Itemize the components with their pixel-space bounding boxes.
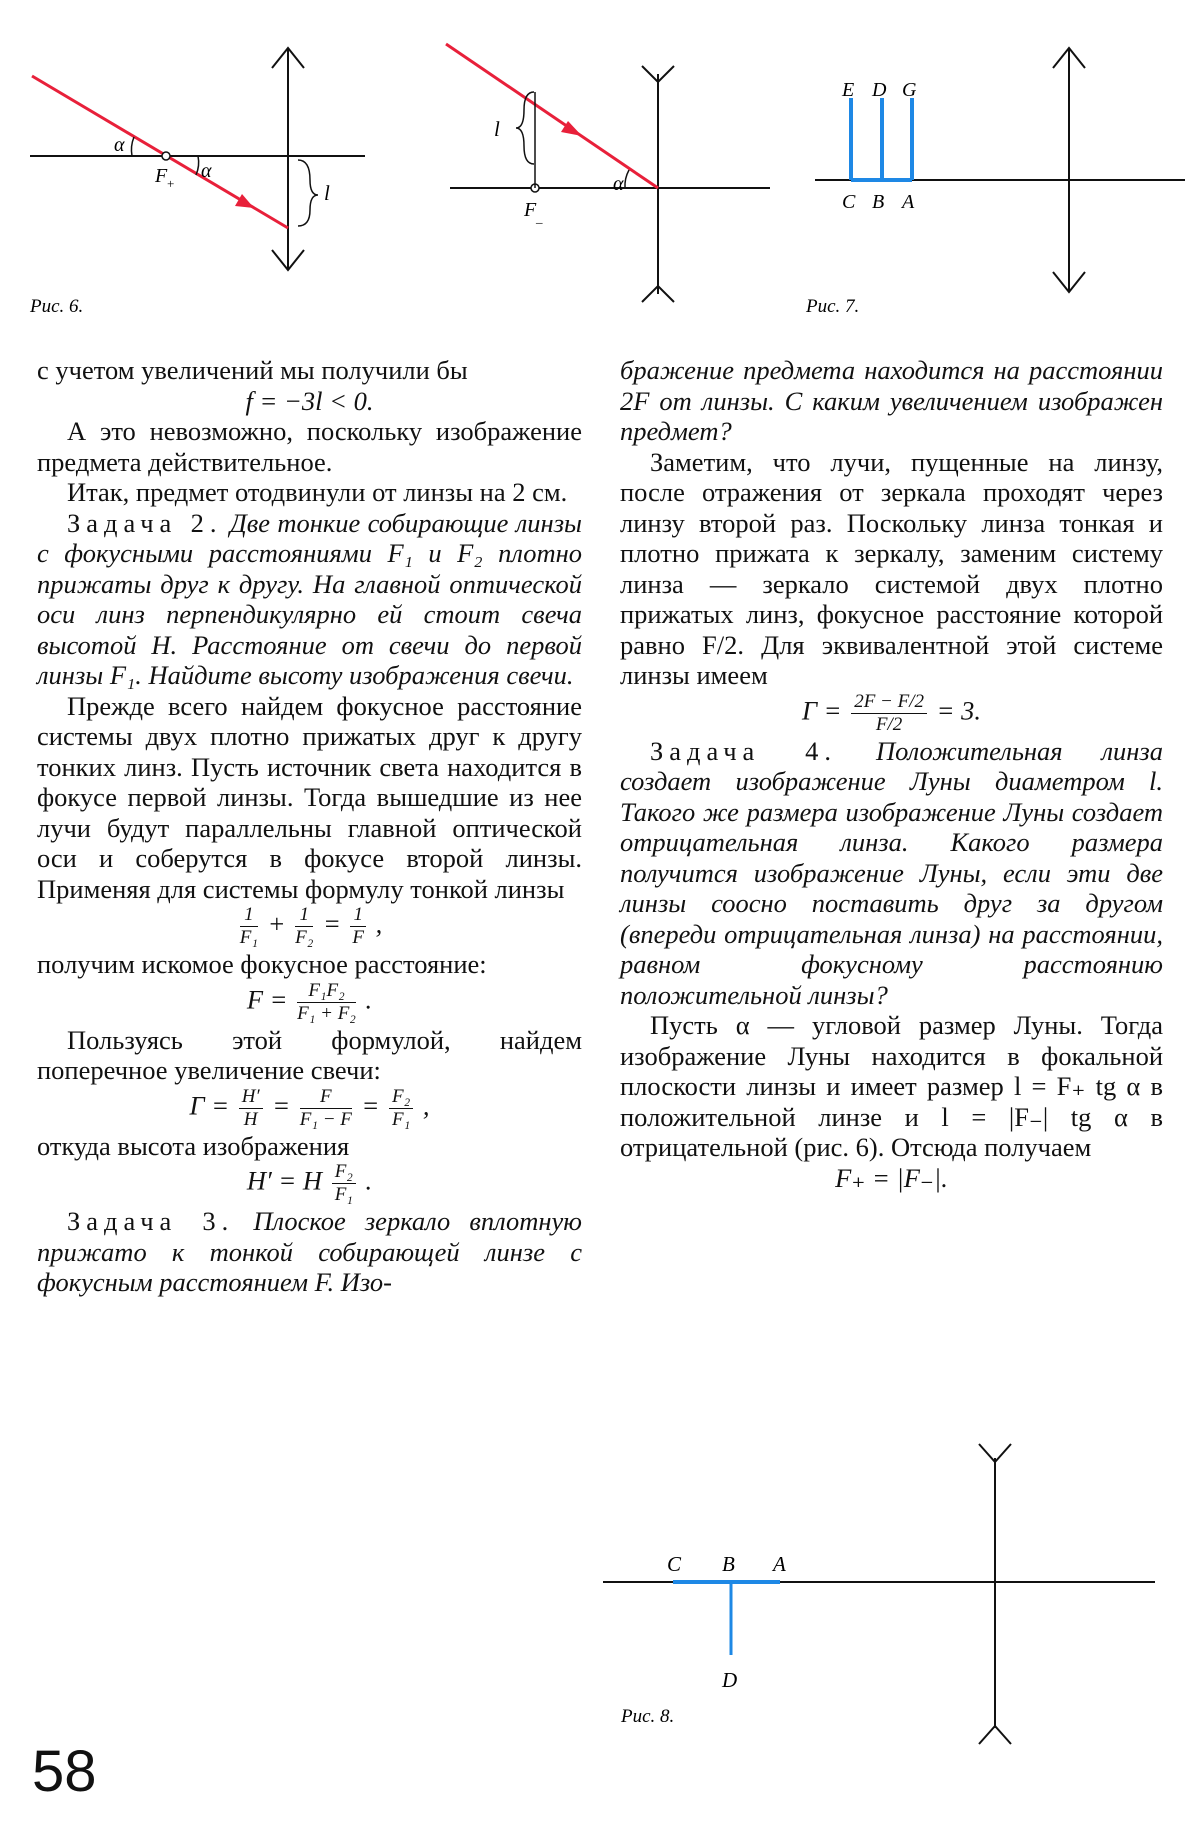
lhs: F =: [246, 984, 288, 1015]
label-d: D: [872, 79, 887, 101]
alpha-label: α: [613, 173, 624, 195]
punct: .: [365, 984, 373, 1015]
task-4: [620, 736, 1163, 1011]
num: F: [300, 1086, 352, 1109]
den: F₁: [334, 1184, 353, 1205]
task-3-continued: бражение предмета находится на расстоянии 2F от линзы. С каким увеличением изображен предмет?: [620, 355, 1163, 446]
paragraph: Заметим, что лучи, пущенные на линзу, после отражения от зеркала проходят через линзу второй раз. Поскольку линза тонкая и плотно прижата к зеркалу, заменим систему линза — зеркало системой двух плотно прижатых линз, фокусное расстояние которой равно F/2. Для эквивалентной этой системе линзы имеем: [620, 446, 1163, 690]
op: +: [267, 908, 286, 939]
num: 1: [240, 904, 258, 927]
paragraph: с учетом увеличений мы получили бы: [37, 355, 468, 385]
num: F₂: [389, 1086, 413, 1109]
den: F₁ − F: [299, 1108, 352, 1130]
num: F₁F₂: [297, 980, 356, 1003]
task-3: [37, 1206, 582, 1298]
label-c: C: [667, 1552, 682, 1576]
num: 1: [295, 904, 313, 927]
num: H′: [239, 1086, 263, 1109]
op: =: [322, 908, 341, 939]
formula-image-height: [37, 1161, 582, 1206]
figure-8-caption: Рис. 8.: [621, 1706, 675, 1727]
focus-plus-sub: +: [167, 176, 175, 191]
formula-focus-equality: F₊ = |F₋|.: [835, 1162, 948, 1193]
num: 1: [350, 904, 366, 927]
lhs: Γ =: [189, 1090, 230, 1121]
formula-magnification: [37, 1086, 582, 1131]
task-text: Две тонкие собирающие линзы с фокусными расстояниями F₁ и F₂ плотно прижаты друг к другу. На главной оптической оси линз перпендикулярно ей стоит свеча высотой H. Расстояние от свечи до первой линзы F₁. Найдите высоту изображения свечи.: [37, 507, 582, 690]
label-b: B: [722, 1552, 735, 1576]
rhs: = 3.: [936, 695, 982, 726]
den: F₂: [295, 927, 314, 948]
label-a: A: [773, 1552, 786, 1576]
page-number: 58: [32, 1739, 97, 1804]
punct: .: [365, 1165, 373, 1196]
label-a: A: [902, 191, 915, 213]
focus-minus-sub: _: [536, 210, 543, 225]
num: F₂: [332, 1161, 356, 1184]
label-e: E: [842, 79, 855, 101]
paragraph: Прежде всего найдем фокусное расстояние системы двух плотно прижатых друг к другу тонких линз. Пусть источник света находится в фокусе первой линзы. Тогда вышедшие из нее лучи будут параллельны главной оптической оси и соберутся в фокусе второй линзы. Применяя для системы формулу тонкой линзы: [37, 690, 582, 904]
label-b: B: [872, 191, 885, 213]
lhs: Γ =: [801, 695, 842, 726]
figure-7: [790, 30, 1190, 330]
den: H: [243, 1108, 258, 1130]
paragraph: получим искомое фокусное расстояние:: [37, 949, 487, 979]
op: =: [272, 1090, 291, 1121]
formula-mirror-magnification: [620, 691, 1163, 736]
label-c: C: [842, 191, 856, 213]
lhs: H′ = H: [246, 1165, 323, 1196]
paragraph: А это невозможно, поскольку изображение предмета действительное.: [37, 416, 582, 477]
focus-plus-label: F: [155, 165, 168, 187]
paragraph: Итак, предмет отодвинули от линзы на 2 см.: [67, 477, 568, 507]
size-l-label: l: [494, 117, 500, 141]
figure-6-negative-lens: [430, 30, 790, 330]
paragraph: Пусть α — угловой размер Луны. Тогда изображение Луны находится в фокальной плоскости линзы и имеет размер l = F₊ tg α в положительной линзе и l = |F₋| tg α в отрицательной (рис. 6). Отсюда получаем: [620, 1010, 1163, 1162]
size-l-label: l: [324, 181, 330, 205]
punct: ,: [375, 908, 383, 939]
alpha-label: α: [114, 134, 125, 156]
alpha-label-2: α: [201, 160, 212, 182]
formula-thin-lens: [37, 904, 582, 949]
punct: ,: [422, 1090, 430, 1121]
label-d: D: [722, 1668, 738, 1692]
formula-f: f = −3l < 0.: [245, 385, 374, 416]
task-heading: Задача 2.: [67, 507, 223, 538]
task-heading: Задача 4.: [650, 735, 838, 766]
den: F₁ + F₂: [297, 1002, 356, 1024]
paragraph: Пользуясь этой формулой, найдем поперечное увеличение свечи:: [37, 1024, 582, 1085]
paragraph: откуда высота изображения: [37, 1130, 350, 1161]
op: =: [361, 1090, 380, 1121]
focus-minus-label: F: [524, 199, 537, 221]
figure-6-caption: Рис. 6.: [30, 296, 84, 317]
task-text: Плоское зеркало вплотную прижато к тонкой собирающей линзе с фокусным расстоянием F. Изо-: [37, 1206, 582, 1297]
task-heading: Задача 3.: [67, 1206, 235, 1236]
figure-7-caption: Рис. 7.: [806, 296, 860, 317]
formula-focal-system: [37, 980, 582, 1025]
task-text: Положительная линза создает изображение Луны диаметром l. Такого же размера изображение Луны создает отрицательная линза. Какого размера получится изображение Луны, если эти две линзы соосно поставить друг за другом (впереди отрицательная линза) на расстоянии, равном фокусному расстоянию положительной линзы?: [620, 735, 1164, 1010]
figure-6-positive-lens: [20, 30, 380, 330]
den: F: [352, 927, 365, 948]
den: F₁: [392, 1108, 411, 1130]
light-ray: [446, 44, 658, 188]
num: 2F − F/2: [851, 691, 927, 714]
task-2: [37, 508, 582, 691]
figure-8: [595, 1440, 1175, 1760]
left-column: [37, 355, 582, 1298]
right-column: [620, 355, 1163, 1193]
den: F₁: [239, 927, 258, 948]
den: F/2: [875, 713, 903, 735]
label-g: G: [902, 79, 917, 101]
